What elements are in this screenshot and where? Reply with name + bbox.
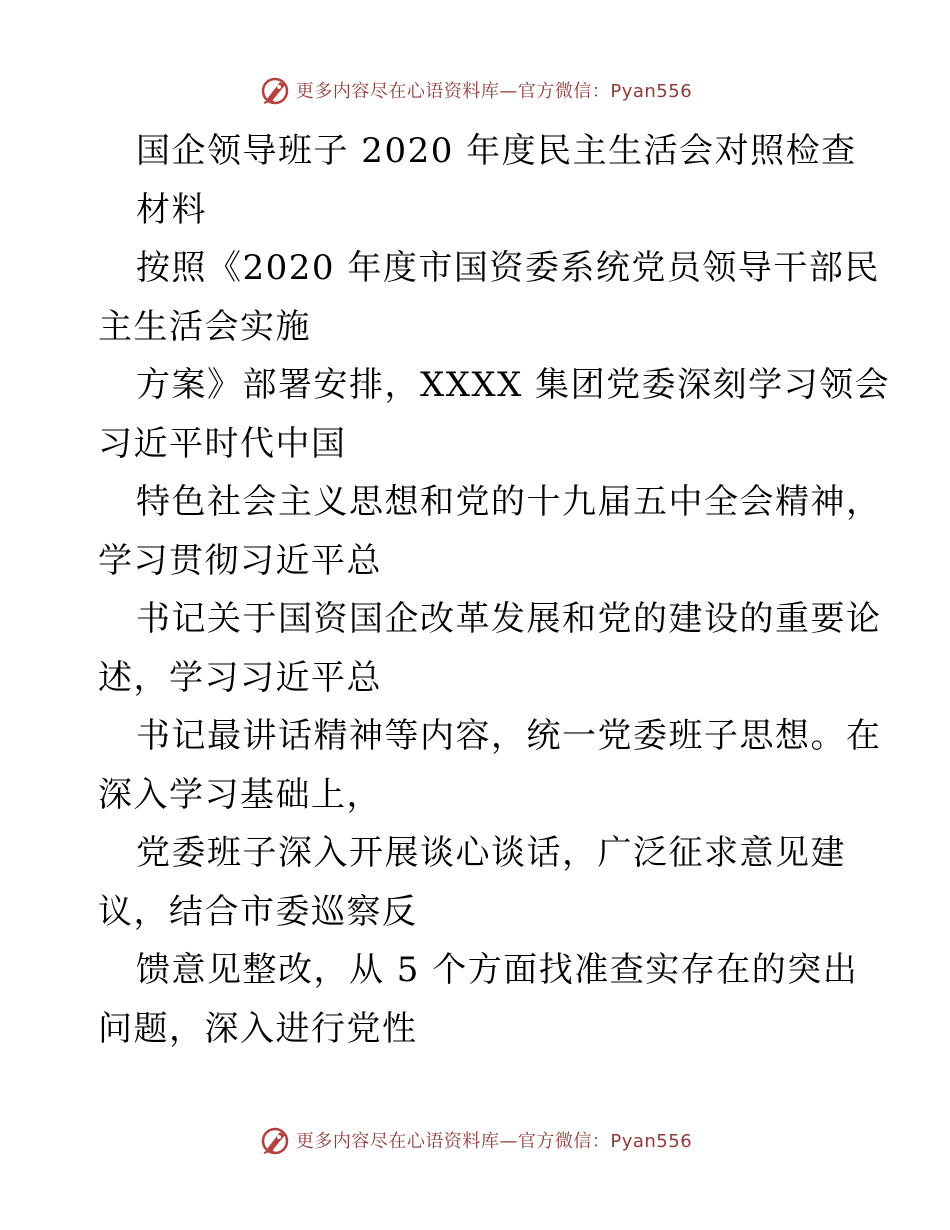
text-line: 问题，深入进行党性 xyxy=(98,1008,418,1049)
text-line: 习近平时代中国 xyxy=(98,423,347,464)
text-line: 按照《2020 年度市国资委系统党员领导干部民 xyxy=(136,248,880,288)
text-line: 特色社会主义思想和党的十九届五中全会精神， xyxy=(136,482,882,522)
text-line: 党委班子深入开展谈心谈话，广泛征求意见建 xyxy=(136,833,846,873)
text-line: 国企领导班子 2020 年度民主生活会对照检查 xyxy=(136,131,857,171)
document-body xyxy=(98,122,891,1058)
pen-nib-logo-icon xyxy=(258,73,292,107)
text-line: 方案》部署安排，XXXX 集团党委深刻学习领会 xyxy=(136,365,891,405)
text-line: 书记关于国资国企改革发展和党的建设的重要论 xyxy=(136,599,882,639)
text-line: 主生活会实施 xyxy=(98,306,311,347)
pen-nib-logo-icon xyxy=(258,1123,292,1157)
footer-banner-text: 更多内容尽在心语资料库—官方微信：Pyan556 xyxy=(295,1131,693,1152)
text-line: 材料 xyxy=(136,189,207,230)
footer-banner xyxy=(0,1120,950,1160)
header-banner xyxy=(0,70,950,110)
text-line: 馈意见整改，从 5 个方面找准查实存在的突出 xyxy=(136,950,859,990)
text-line: 学习贯彻习近平总 xyxy=(98,540,382,581)
text-line: 议，结合市委巡察反 xyxy=(98,891,418,932)
text-line: 深入学习基础上， xyxy=(98,774,382,815)
text-line: 述，学习习近平总 xyxy=(98,657,382,698)
header-banner-text: 更多内容尽在心语资料库—官方微信：Pyan556 xyxy=(295,81,693,102)
text-line: 书记最讲话精神等内容，统一党委班子思想。在 xyxy=(136,716,882,756)
